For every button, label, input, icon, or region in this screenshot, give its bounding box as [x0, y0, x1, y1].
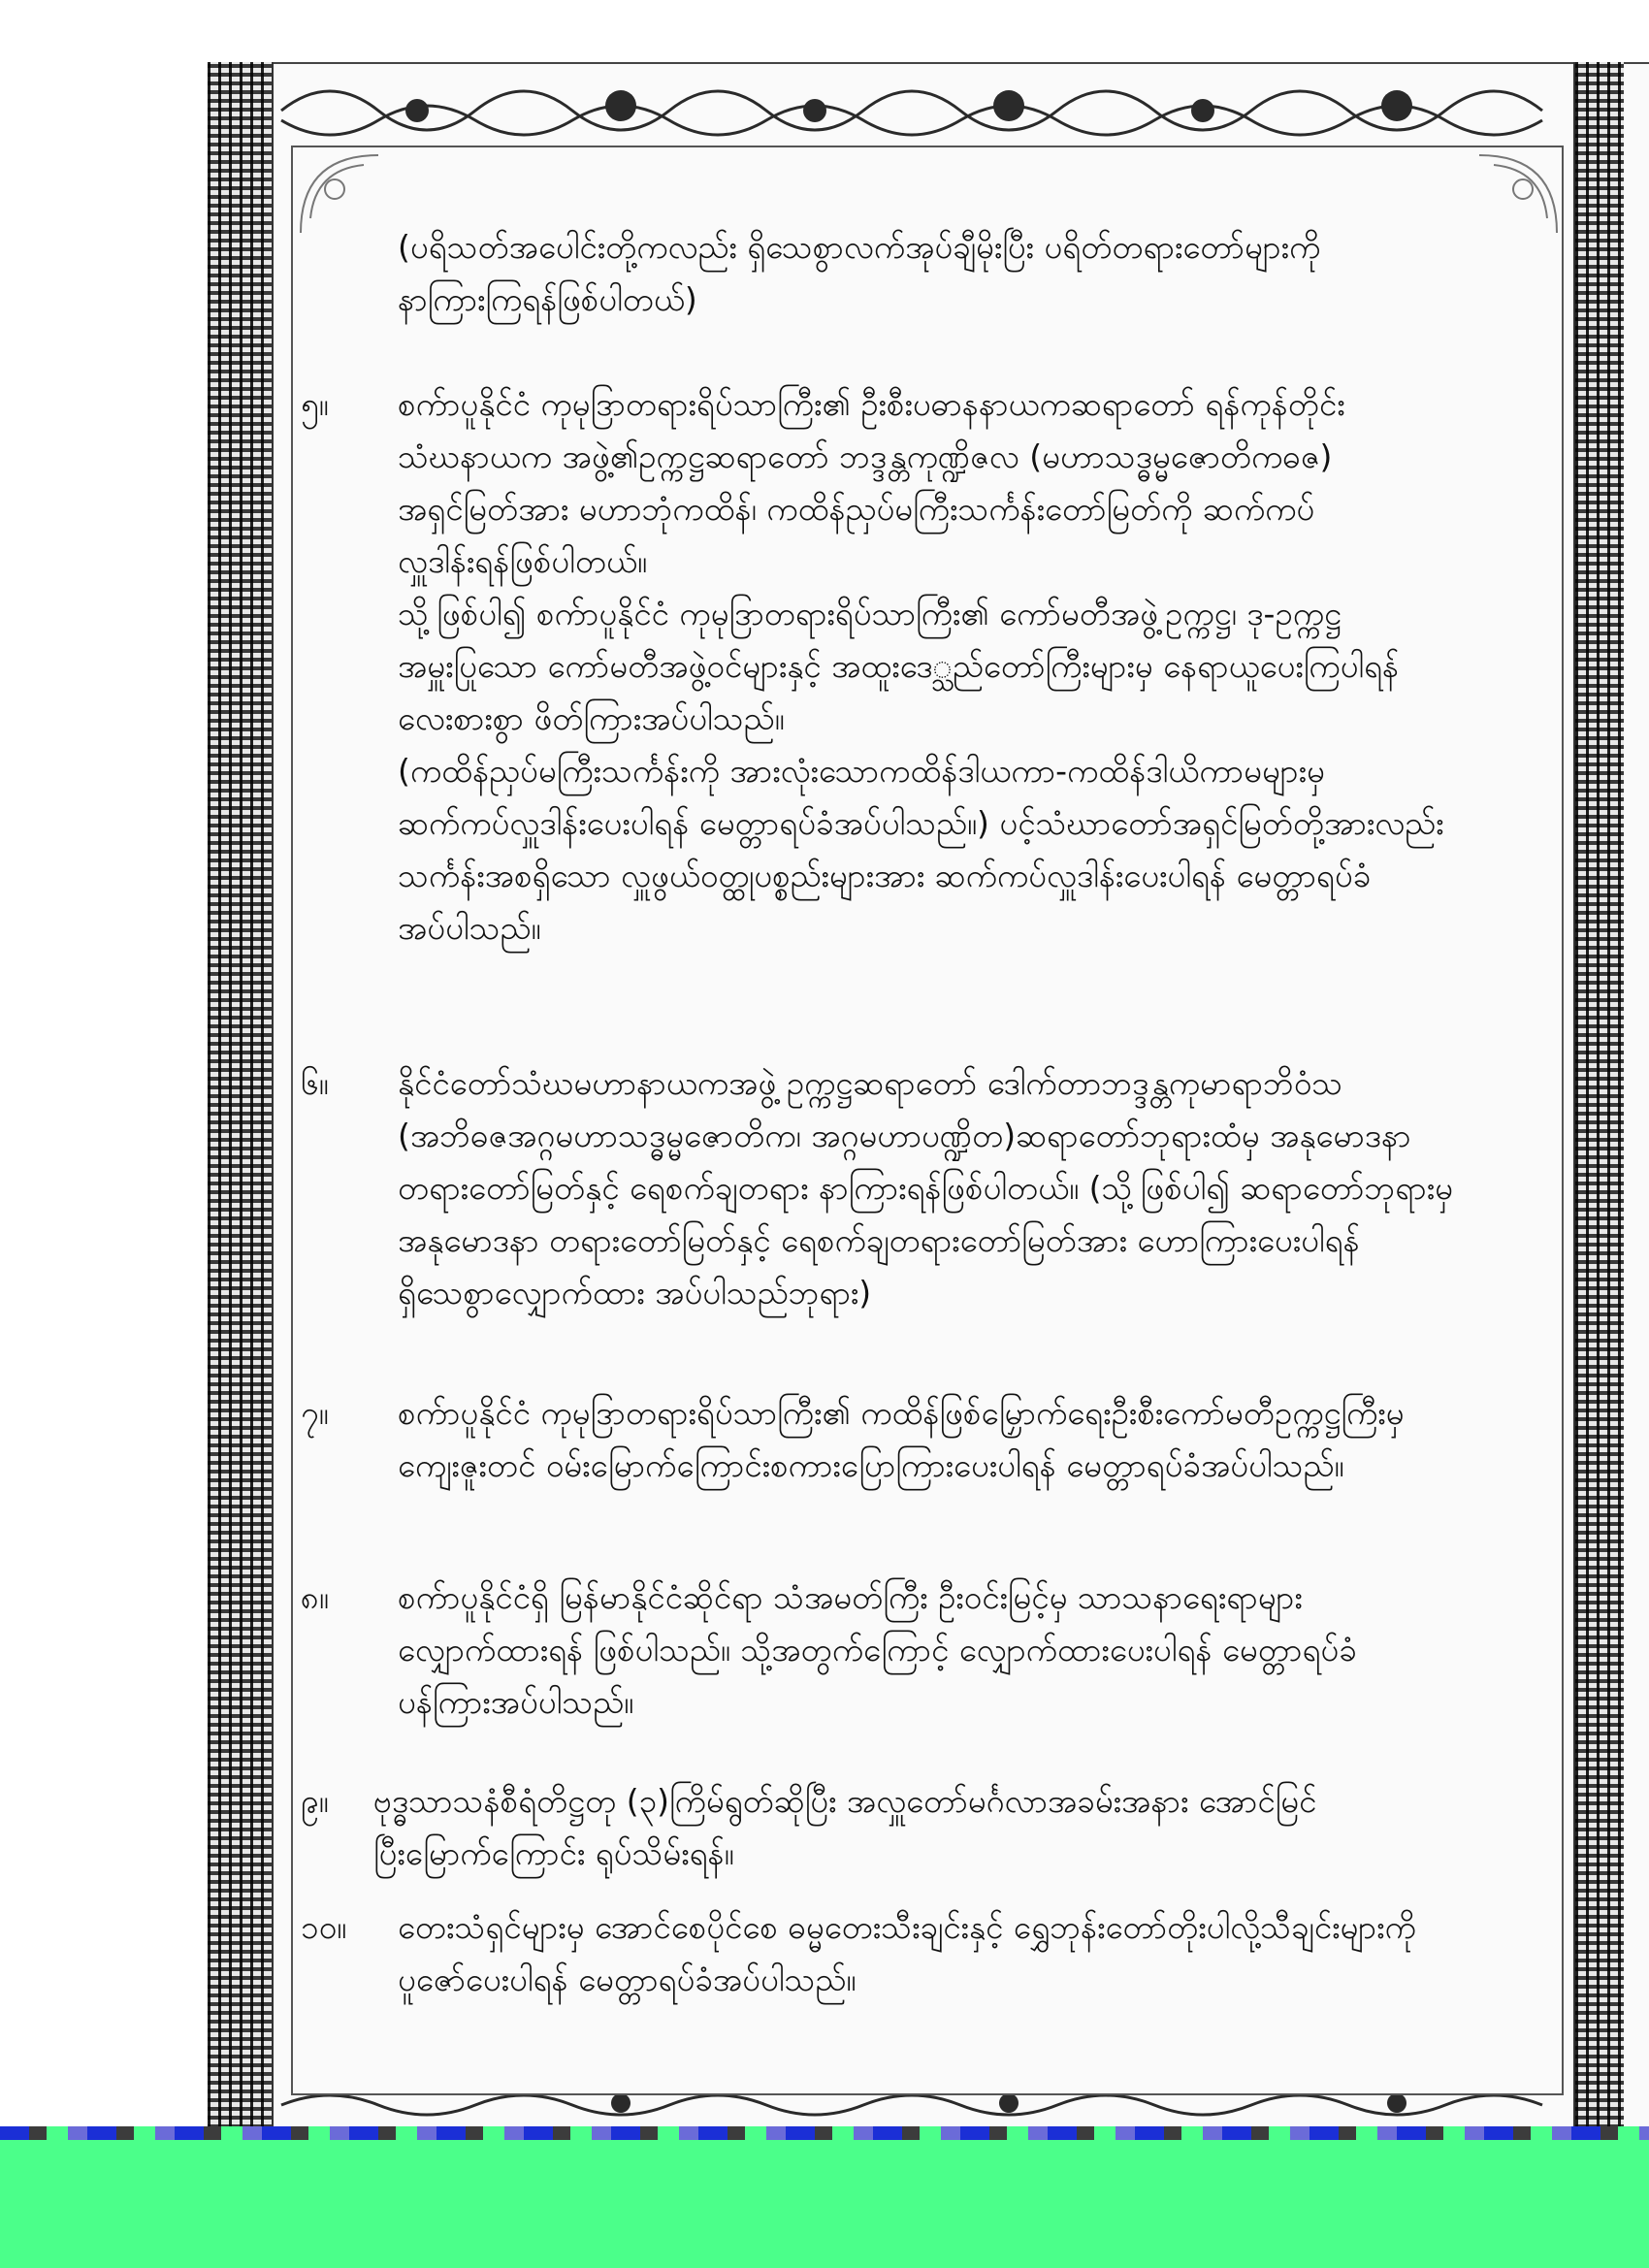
decorative-border-right: [1573, 62, 1624, 2128]
paragraph-line: အရှင်မြတ်အား မဟာဘုံကထိန်၊ ကထိန်ညှပ်မကြီးသင်္ကန်းတော်မြတ်ကို ဆက်ကပ်: [398, 490, 1315, 528]
item-number: ၆။: [301, 1064, 329, 1102]
decorative-border-top: [272, 62, 1573, 149]
paragraph-line: အပ်ပါသည်။: [398, 909, 541, 947]
paragraph-item-6: [398, 1057, 1562, 1319]
paragraph-line: လှူဒါန်းရန်ဖြစ်ပါတယ်။: [398, 542, 647, 580]
corner-ornament-top-left: [296, 150, 383, 238]
scan-artifact-band: [0, 2126, 1649, 2140]
paragraph-line: သို့ဖြစ်ပါ၍ စက်ာပူနိုင်ငံ ကုမုဒြာတရားရိပ်သာကြီး၏ ကော်မတီအဖွဲ့ဥက္ကဋ္ဌ၊ ဒု-ဥက္ကဋ္ဌ: [398, 595, 1342, 632]
paragraph-line: စက်ာပူနိုင်ငံ ကုမုဒြာတရားရိပ်သာကြီး၏ ဦးစီးပဓာနနာယကဆရာတော် ရန်ကုန်တိုင်း: [398, 385, 1345, 423]
paragraph-line: ပြီးမြောက်ကြောင်း ရုပ်သိမ်းရန်။: [373, 1834, 734, 1872]
item-number: ၈။: [301, 1578, 329, 1616]
paragraph-line: သင်္ကန်းအစရှိသော လှူဖွယ်ဝတ္ထုပစ္စည်းများအား ဆက်ကပ်လှူဒါန်းပေးပါရန် မေတ္တာရပ်ခံ: [398, 857, 1372, 894]
paragraph-line: (ကထိန်ညှပ်မကြီးသင်္ကန်းကို အားလုံးသောကထိန်ဒါယကာ-ကထိန်ဒါယိကာမများမှ: [398, 752, 1325, 790]
paragraph-line: အနုမောဒနာ တရားတော်မြတ်နှင့် ရေစက်ချတရားတော်မြတ်အား ဟောကြားပေးပါရန်: [398, 1221, 1360, 1259]
item-number: ၉။: [301, 1782, 329, 1820]
paragraph-line: နိုင်ငံတော်သံဃမဟာနာယကအဖွဲ့ ဥက္ကဋ္ဌဆရာတော် ဒေါက်တာဘဒ္ဒန္တကုမာရာဘိဝံသ: [398, 1064, 1343, 1102]
paragraph-line: ကျေးဇူးတင် ဝမ်းမြောက်ကြောင်းစကားပြောကြားပေးပါရန် မေတ္တာရပ်ခံအပ်ပါသည်။: [398, 1446, 1344, 1484]
paragraph-line: နာကြားကြရန်ဖြစ်ပါတယ်): [398, 280, 697, 318]
paragraph-line: (အဘိဓဇအဂ္ဂမဟာသဒ္ဓမ္မဇောတိက၊ အဂ္ဂမဟာပဏ္ဍိတ)ဆရာတော်ဘုရားထံမှ အနုမောဒနာ: [398, 1117, 1411, 1154]
item-number: ၇။: [301, 1394, 329, 1432]
paragraph-line: သံဃနာယက အဖွဲ့၏ဥက္ကဋ္ဌဆရာတော် ဘဒ္ဒန္တကုဏ္ဍိဇလ (မဟာသဒ္ဓမ္မဇောတိကဓဇ): [398, 437, 1333, 475]
paragraph-item-9: [373, 1775, 1537, 1880]
paragraph-item-7: [398, 1387, 1562, 1492]
paragraph-item-10: [398, 1901, 1562, 2006]
paragraph-line: အမှူးပြုသော ကော်မတီအဖွဲ့ဝင်များနှင့် အထူးဒေ္သည်တော်ကြီးများမှ နေရာယူပေးကြပါရန်: [398, 647, 1400, 685]
paragraph-line: ဗုဒ္ဓသာသနံစီရံတိဋ္ဌတု (၃)ကြိမ်ရွတ်ဆိုပြီး အလှူတော်မင်္ဂလာအခမ်းအနား အောင်မြင်: [373, 1782, 1317, 1820]
item-number: ၁၀။: [301, 1908, 347, 1946]
paragraph-line: ပန်ကြားအပ်ပါသည်။: [398, 1683, 634, 1721]
paragraph-intro: [398, 221, 1562, 326]
paragraph-line: တရားတော်မြတ်နှင့် ရေစက်ချတရား နာကြားရန်ဖြစ်ပါတယ်။ (သို့ဖြစ်ပါ၍ ဆရာတော်ဘုရားမှ: [398, 1169, 1453, 1207]
paragraph-line: စက်ာပူနိုင်ငံရှိ မြန်မာနိုင်ငံဆိုင်ရာ သံအမတ်ကြီး ဦးဝင်းမြင့်မှ သာသနာရေးရာများ: [398, 1578, 1303, 1616]
paragraph-line: စက်ာပူနိုင်ငံ ကုမုဒြာတရားရိပ်သာကြီး၏ ကထိန်ဖြစ်မြှောက်ရေးဦးစီးကော်မတီဥက္ကဋ္ဌကြီးမှ: [398, 1394, 1405, 1432]
paragraph-item-5: [398, 378, 1562, 955]
item-number: ၅။: [301, 385, 329, 423]
paragraph-item-8: [398, 1571, 1562, 1729]
scan-artifact-fill: [0, 2140, 1649, 2268]
paragraph-line: လေးစားစွာ ဖိတ်ကြားအပ်ပါသည်။: [398, 699, 785, 737]
paragraph-line: လျှောက်ထားရန် ဖြစ်ပါသည်။ သို့အတွက်ကြောင့် လျှောက်ထားပေးပါရန် မေတ္တာရပ်ခံ: [398, 1631, 1357, 1669]
paragraph-line: ပူဇော်ပေးပါရန် မေတ္တာရပ်ခံအပ်ပါသည်။: [398, 1960, 857, 1998]
paragraph-line: ရှိသေစွာလျှောက်ထား အပ်ပါသည်ဘုရား): [398, 1274, 872, 1312]
paragraph-line: ဆက်ကပ်လှူဒါန်းပေးပါရန် မေတ္တာရပ်ခံအပ်ပါသည်။) ပင့်သံဃာတော်အရှင်မြတ်တို့အားလည်း: [398, 804, 1444, 842]
paragraph-line: တေးသံရှင်များမှ အောင်စေပိုင်စေ ဓမ္မတေးသီးချင်းနှင့် ရွှေဘုန်းတော်တိုးပါလို့သီချင်းများကို: [398, 1908, 1416, 1946]
paragraph-line: (ပရိသတ်အပေါင်းတို့ကလည်း ရှိသေစွာလက်အုပ်ချီမိုးပြီး ပရိတ်တရားတော်များကို: [398, 228, 1321, 266]
decorative-border-left: [208, 62, 274, 2128]
